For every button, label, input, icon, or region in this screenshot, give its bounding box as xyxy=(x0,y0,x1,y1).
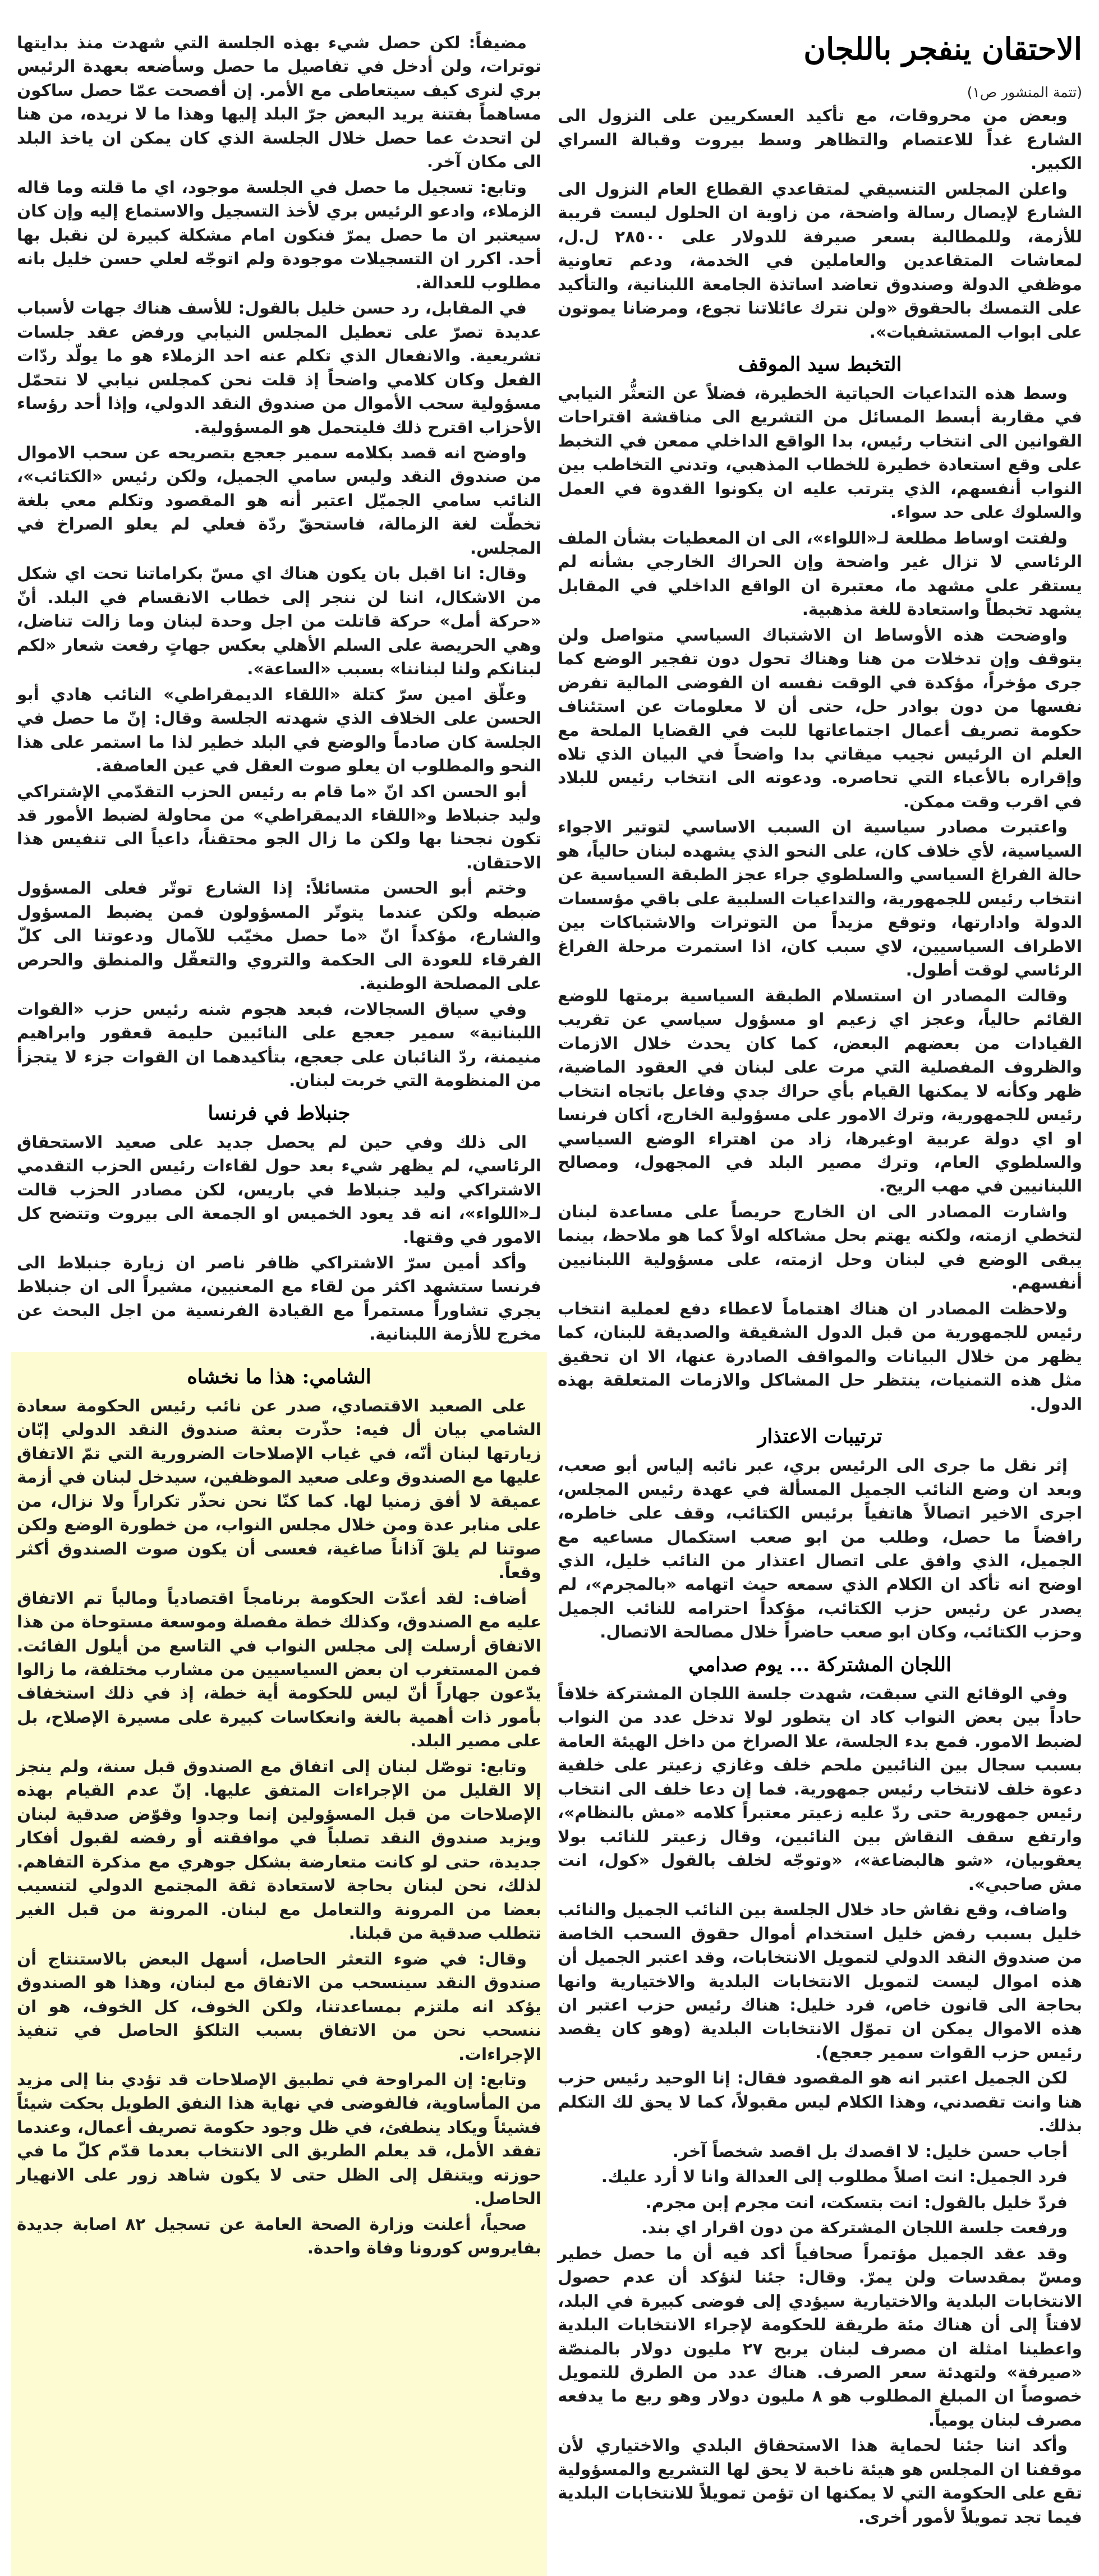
paragraph: واعتبرت مصادر سياسية ان السبب الاساسي لتوتير الاجواء السياسية، لأي خلاف كان، على النحو الذي يشهده لبنان حالياً، هو حالة الفراغ السياسي والسلطوي جراء عجز الطبقة السياسية عن انتخاب رئيس للجمهورية، والتداعيات السلبية على باقي مؤسسات الدولة وادارتها، وتوقع مزيداً من التوترات والاشتباكات بين الاطراف السياسيين، لاي سبب كان، اذا استمرت مرحلة الفراغ الرئاسي لوقت أطول. xyxy=(558,817,1082,980)
paragraph: وفي سياق السجالات، فبعد هجوم شنه رئيس حزب «القوات اللبنانية» سمير جعجع على النائبين حليمة قعقور وابراهيم منيمنة، ردّ النائبان على جعجع، بتأكيدهما ان القوات جزء لا يتجزأ من المنظومة التي خربت لبنان. xyxy=(17,999,541,1091)
paragraph: واعلن المجلس التنسيقي لمتقاعدي القطاع العام النزول الى الشارع لإيصال رسالة واضحة، من زاوية ان الحلول ليست قريبة للأزمة، وللمطالبة بسعر صيرفة للدولار على ٢٨٥٠٠ ل.ل، لمعاشات المتقاعدين والعاملين في الخدمة، ودعم تعاونية موظفي الدولة وصندوق تعاضد اساتذة الجامعة اللبنانية، والتأكيد على التمسك بالحقوق «ولن نترك عائلاتنا تجوع، ومرضانا يموتون على ابواب المستشفيات». xyxy=(558,179,1082,342)
paragraph: فردّ خليل بالقول: انت بتسكت، انت مجرم إبن مجرم. xyxy=(645,2192,1068,2212)
paragraph: واشارت المصادر الى ان الخارج حريصاً على مساعدة لبنان لتخطي ازمته، ولكنه يهتم بحل مشاكله اولاً كما هو ملاحظ، بينما يبقى الوضع في لبنان وحل ازمته، على مسؤولية اللبنانيين أنفسهم. xyxy=(558,1202,1082,1293)
headline: الاحتقان ينفجر باللجان xyxy=(803,31,1082,67)
paragraph: وقد عقد الجميل مؤتمراً صحافياً أكد فيه أن ما حصل خطير ومسّ بمقدسات ولن يمرّ. وقال: جئنا لنؤكد أن عدم حصول الانتخابات البلدية والاختيارية سيؤدي إلى فوضى كبيرة في البلد، لافتاً إلى أن هناك مئة طريقة للحكومة لإجراء الانتخابات البلدية واعطينا امثلة ان مصرف لبنان يربح ٢٧ مليون دولار بالمنصّة «صيرفة» ولتهدئة سعر الصرف. هناك عدد من الطرق للتمويل خصوصاً ان المبلغ المطلوب هو ٨ مليون دولار وهو ربع ما يدفعه مصرف لبنان يومياً. xyxy=(558,2243,1082,2430)
paragraph: ولاحظت المصادر ان هناك اهتماماً لاعطاء دفع لعملية انتخاب رئيس للجمهورية من قبل الدول الشقيقة والصديقة للبنان، كما يظهر من خلال البيانات والمواقف الصادرة عنها، الا ان تحقيق مثل هذه التمنيات، ينتظر حل المشاكل والازمات المتعلقة بهذه الدول. xyxy=(558,1299,1082,1414)
paragraph: أضاف: لقد أعدّت الحكومة برنامجاً اقتصادياً ومالياً تم الاتفاق عليه مع الصندوق، وكذلك خطة مفصلة وموسعة مستوحاة من هذا الاتفاق أرسلت إلى مجلس النواب في التاسع من أيلول الفائت. فمن المستغرب ان بعض السياسيين من مشارب مختلفة، ما زالوا يدّعون جهاراً أنّ ليس للحكومة أية خطة، إذ في ذلك استخفاف بأمور ذات أهمية بالغة وانعكاسات كبيرة على مسيرة الإصلاح، بل على مصير البلد. xyxy=(17,1588,541,1751)
paragraph: ورفعت جلسة اللجان المشتركة من دون اقرار اي بند. xyxy=(641,2218,1068,2238)
subheading: جنبلاط في فرنسا xyxy=(208,1101,351,1125)
paragraph: أجاب حسن خليل: لا اقصدك بل اقصد شخصاً آخر. xyxy=(672,2141,1068,2161)
paragraph: واوضح انه قصد بكلامه سمير جعجع بتصريحه عن سحب الاموال من صندوق النقد وليس سامي الجميل، ولكن رئيس «الكتائب»، النائب سامي الجميّل اعتبر أنه هو المقصود وتكلم معي بلغة تخطّت لغة الزمالة، فاستحقّ ردّة فعلي لم يعلو الصراخ في المجلس. xyxy=(17,443,541,558)
paragraph: وفي الوقائع التي سبقت، شهدت جلسة اللجان المشتركة خلافاً حاداً بين بعض النواب كاد ان يتطور لولا تدخل عدد من النواب لضبط الامور. فمع بدء الجلسة، علا الصراخ من داخل الهيئة العامة بسبب سجال بين النائبين ملحم خلف وغازي زعيتر على خلفية دعوة خلف لانتخاب رئيس جمهورية. فما إن دعا خلف الى انتخاب رئيس جمهورية حتى ردّ عليه زعيتر معتبراً كلامه «مش بالنظام»، وارتفع سقف النقاش بين النائبين، وقال زعيتر للنائب بولا يعقوبيان، «شو هالبضاعة»، «وتوجّه لخلف بالقول «كول، انت مش صاحبي». xyxy=(558,1683,1082,1894)
paragraph: وأكد أمين سرّ الاشتراكي ظافر ناصر ان زيارة جنبلاط الى فرنسا ستشهد اكثر من لقاء مع المعنيين، مشيراً الى ان جنبلاط يجري تشاوراً مستمراً مع القيادة الفرنسية من اجل البحث عن مخرج للأزمة اللبنانية. xyxy=(17,1253,541,1344)
paragraph: وتابع: تسجيل ما حصل في الجلسة موجود، اي ما قلته وما قاله الزملاء، وادعو الرئيس بري لأخذ التسجيل والاستماع إليه وإن كان سيعتبر ان ما حصل يمرّ فنكون امام مشكلة كبيرة لن نقبل بها أحد. اكرر ان التسجيلات موجودة ولم اتوجّه لعلي حسن خليل بانه مطلوب للعدالة. xyxy=(17,177,541,292)
box-title: الشامي: هذا ما نخشاه xyxy=(187,1365,371,1388)
paragraph: ولفتت اوساط مطلعة لـ«اللواء»، الى ان المعطيات بشأن الملف الرئاسي لا تزال غير واضحة وإن الحراك الخارجي بشأنه لم يستقر على مشهد ما، معتبرة ان الواقع الداخلي في المقابل يشهد تخبطاً واستعادة للغة مذهبية. xyxy=(558,528,1082,619)
paragraph: وقال: انا اقبل بان يكون هناك اي مسّ بكراماتنا تحت اي شكل من الاشكال، اننا لن ننجر إلى خطاب الانقسام في البلد. أنّ «حركة أمل» حركة قاتلت من اجل وحدة لبنان وما زالت تناضل، وهي الحريصة على السلم الأهلي بعكس جهاتٍ رفعت شعار «لكم لبنانكم ولنا لبناننا» بسبب «الساعة». xyxy=(17,564,541,679)
continued-note: (تتمة المنشور ص١) xyxy=(967,84,1082,100)
subheading: اللجان المشتركة ... يوم صدامي xyxy=(688,1653,951,1676)
paragraph: واضاف، وقع نقاش حاد خلال الجلسة بين النائب الجميل والنائب خليل بسبب رفض خليل استخدام أموال حقوق السحب الخاصة من صندوق النقد الدولي لتمويل الانتخابات، وقد اعتبر الجميل أن هذه اموال ليست لتمويل الانتخابات البلدية والاختيارية وانها بحاجة الى قانون خاص، فرد خليل: هناك رئيس حزب اعتبر ان هذه الاموال يمكن ان تموّل الانتخابات البلدية (وهو كان يقصد رئيس حزب القوات سمير جعجع). xyxy=(558,1900,1082,2062)
paragraph: وعلّق امين سرّ كتلة «اللقاء الديمقراطي» النائب هادي أبو الحسن على الخلاف الذي شهدته الجلسة وقال: إنّ ما حصل في الجلسة كان صادماً والوضع في البلد خطير لذا ما استمر على هذا النحو والمطلوب ان يعلو صوت العقل في عين العاصفة. xyxy=(17,684,541,776)
highlight-box xyxy=(11,1352,547,2576)
paragraph: صحياً، أعلنت وزارة الصحة العامة عن تسجيل ٨٢ اصابة جديدة بفايروس كورونا وفاة واحدة. xyxy=(17,2214,541,2258)
paragraph: واوضحت هذه الأوساط ان الاشتباك السياسي متواصل ولن يتوقف وإن تدخلات من هنا وهناك تحول دون تفجير الوضع كما جرى مؤخراً، مؤكدة في الوقت نفسه ان الفوضى المالية تفرض نفسها من دون بوادر حل، حتى أن لا معلومات عن استئناف حكومة تصريف أعمال اجتماعاتها للبت في القضايا الملحة مع العلم ان الرئيس نجيب ميقاتي بدا واضحاً في البيان الذي تلاه وإقراره بالأعباء التي تحاصره. ودعوته الى انتخاب رئيس للبلاد في اقرب وقت ممكن. xyxy=(558,625,1082,811)
paragraph: وقالت المصادر ان استسلام الطبقة السياسية برمتها للوضع القائم حالياً، وعجز اي زعيم او مسؤول سياسي عن تقريب القيادات من بعضهم البعض، كما كان يحدث خلال الازمات والظروف المفصلية التي مرت على لبنان في العقود الماضية، ظهر وكأنه لا يمكنها القيام بأي حراك جدي وفاعل باتجاه انتخاب رئيس للجمهورية، وترك الامور على مسؤولية الخارج، أكان فرنسا او اي دولة عربية اوغيرها، زاد من اهتراء الوضع السياسي والسلطوي العام، وترك مصير البلد في المجهول، ومصالح اللبنانيين في مهب الريح. xyxy=(558,986,1082,1196)
paragraph: وختم أبو الحسن متسائلاً: إذا الشارع توتّر فعلى المسؤول ضبطه ولكن عندما يتوتّر المسؤولون فمن يضبط المسؤول والشارع، مؤكداً انّ «ما حصل مخيّب للآمال ودعوتنا الى كلّ الفرقاء للعودة الى الحكمة والتروي والتعقّل والمنطق والحرص على المصلحة الوطنية. xyxy=(17,878,541,993)
paragraph: أبو الحسن اكد انّ «ما قام به رئيس الحزب التقدّمي الإشتراكي وليد جنبلاط و«اللقاء الديمقراطي» من محاولة لضبط الأمور قد تكون نجحنا بها ولكن ما زال الجو محتقناً، داعياً الى تنفيس هذا الاحتقان. xyxy=(17,781,541,872)
subheading: التخبط سيد الموقف xyxy=(738,352,902,376)
paragraph: إثر نقل ما جرى الى الرئيس بري، عبر نائبه إلياس أبو صعب، وبعد ان وضع النائب الجميل المسألة في عهدة رئيس المجلس، اجرى الاخير اتصالاً هاتفياً برئيس الكتائب، وقف على خاطره، رافضاً ما حصل، وطلب من ابو صعب استكمال مساعيه مع الجميل، الذي وافق على اتصال اعتذار من النائب خليل، الذي اوضح انه تأكد ان الكلام الذي سمعه حيث اتهامه «بالمجرم»، لم يصدر عن رئيس حزب الكتائب، مؤكداً احترامه للنائب الجميل وحزب الكتائب، وكان ابو صعب حاضراً خلال مصالحة الاتصال. xyxy=(558,1456,1082,1642)
paragraph: وسط هذه التداعيات الحياتية الخطيرة، فضلاً عن التعثُّر النيابي في مقاربة أبسط المسائل من التشريع الى مناقشة اقتراحات القوانين الى انتخاب رئيس، بدا الواقع الداخلي ممعن في التخبط على وقع استعادة خطيرة للخطاب المذهبي، وتدني التخاطب بين النواب أنفسهم، الذي يترتب عليه ان يكونوا القدوة في العمل والسلوك على حد سواء. xyxy=(558,383,1082,522)
right-column xyxy=(558,31,1082,2531)
paragraph: مضيفاً: لكن حصل شيء بهذه الجلسة التي شهدت منذ بدايتها توترات، ولن أدخل في تفاصيل ما حصل وسأضعه بعهدة الرئيس بري لنرى كيف سيتعاطى مع الأمر. إن أفصحت عمّا حصل ساكون مساهماً بفتنة يريد البعض جرّ البلد إليها وهذا ما لا نريده، من هنا لن اتحدث عما حصل خلال الجلسة الذي كان يمكن ان ياخذ البلد الى مكان آخر. xyxy=(17,33,541,172)
subheading: ترتيبات الاعتذار xyxy=(757,1425,882,1448)
paragraph: وتابع: إن المراوحة في تطبيق الإصلاحات قد تؤدي بنا إلى مزيد من المأساوية، فالفوضى في نهاية هذا النفق الطويل بحكت شيئاً فشيئاً ويكاد ينطفئ، في ظل وجود حكومة تصريف أعمال، وعندما تفقد الأمل، قد يعلم الطريق الى الانتخاب بعدما قدّم كلّ ما في حوزته ويتنقل إلى الظل حتى لا يكون شاهد زور على الانهيار الحاصل. xyxy=(17,2069,541,2209)
paragraph: لكن الجميل اعتبر انه هو المقصود فقال: إنا الوحيد رئيس حزب هنا وانت تقصدني، وهذا الكلام ليس مقبولاً، كما لا يحق لك التكلم بذلك. xyxy=(558,2068,1082,2136)
paragraph: الى ذلك وفي حين لم يحصل جديد على صعيد الاستحقاق الرئاسي، لم يظهر شيء بعد حول لقاءات رئيس الحزب التقدمي الاشتراكي وليد جنبلاط في باريس، لكن مصادر الحزب قالت لـ«اللواء»، انه قد يعود الخميس او الجمعة الى بيروت وتتضح كل الامور في وقتها. xyxy=(17,1132,541,1247)
paragraph: وأكد اننا جئنا لحماية هذا الاستحقاق البلدي والاختياري لأن موقفنا ان المجلس هو هيئة ناخبة لا يحق لها التشريع والمسؤولية تقع على الحكومة التي لا يمكنها ان تؤمن تمويلاً للانتخابات البلدية فيما تجد تمويلاً لأمور أخرى. xyxy=(558,2436,1082,2527)
paragraph: وبعض من محروقات، مع تأكيد العسكريين على النزول الى الشارع غداً للاعتصام والتظاهر وسط بيروت وقبالة السراي الكبير. xyxy=(558,106,1082,173)
paragraph: وتابع: توصّل لبنان إلى اتفاق مع الصندوق قبل سنة، ولم ينجز إلا القليل من الإجراءات المتفق عليها. إنّ عدم القيام بهذه الإصلاحات من قبل المسؤولين إنما وجدوا وقوّض صدقية لبنان ويزيد صندوق النقد تصلباً في موافقته أو رفضه لقبول أفكار جديدة، حتى لو كانت متعارضة بشكل جوهري مع مذكرة التفاهم. لذلك، نحن لبنان بحاجة لاستعادة ثقة المجتمع الدولي لتنسيب بعضا من المرونة والتعامل مع لبنان. المرونة من قبل الغير تتطلب صدقية من قبلنا. xyxy=(17,1756,541,1943)
paragraph: في المقابل، رد حسن خليل بالقول: للأسف هناك جهات لأسباب عديدة تصرّ على تعطيل المجلس النيابي ورفض عقد جلسات تشريعية. والانفعال الذي تكلم عنه احد الزملاء هو ما يولّد ردّات الفعل وكان كلامي واضحاً إذ قلت نحن كمجلس نيابي لا نتحمّل مسؤولية سحب الأموال من صندوق النقد الدولي، وإذا أحد رؤساء الأحزاب اقترح ذلك فليتحمل هو المسؤولية. xyxy=(17,298,541,437)
paragraph: فرد الجميل: انت اصلاً مطلوب إلى العدالة وانا لا أرد عليك. xyxy=(601,2167,1068,2187)
paragraph: وقال: في ضوء التعثر الحاصل، أسهل البعض بالاستنتاج أن صندوق النقد سينسحب من الاتفاق مع لبنان، وهذا هو الصندوق يؤكد انه ملتزم بمساعدتنا، ولكن الخوف، كل الخوف، هو ان ننسحب نحن من الاتفاق بسبب التلكؤ الحاصل في تنفيذ الإجراءات. xyxy=(17,1949,541,2064)
left-column xyxy=(17,31,541,2576)
paragraph: على الصعيد الاقتصادي، صدر عن نائب رئيس الحكومة سعادة الشامي بيان أل فيه: حذّرت بعثة صندوق النقد الدولي إبّان زيارتها لبنان أنّه، في غياب الإصلاحات الضرورية التي تمّ الاتفاق عليها مع الصندوق وعلى صعيد الموظفين، سيدخل لبنان في أزمة عميقة لا أفق زمنيا لها. كما كنّا نحن نحذّر تكراراً ولا نزال، من على منابر عدة ومن خلال مجلس النواب، من خطورة الوضع ولكن صوتنا لم يلقَ آذاناً صاغية، فعسى أن يكون صوت الصندوق أكثر وقعاً. xyxy=(17,1396,541,1583)
